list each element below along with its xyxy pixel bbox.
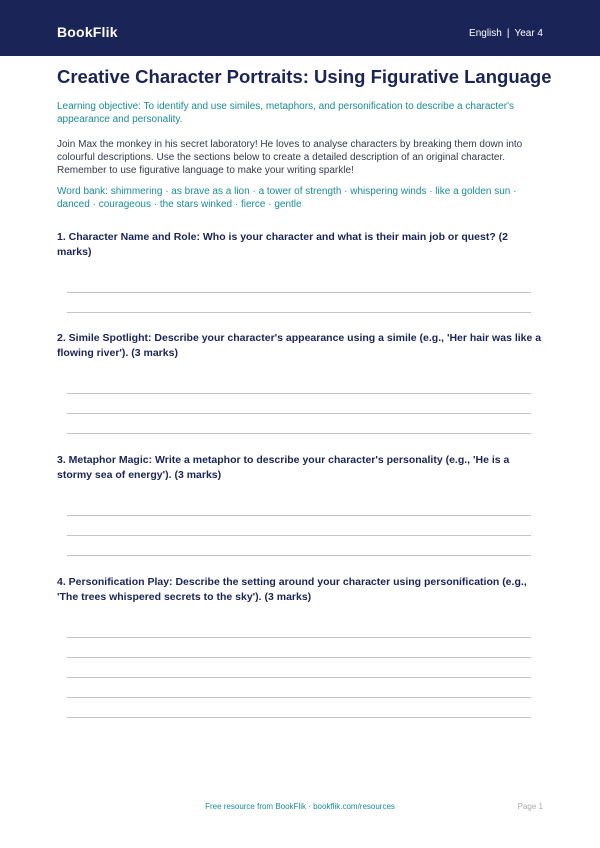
word-bank: Word bank: shimmering · as brave as a lion · a tower of strength · whispering winds · like a golden sun · danced · courageous · the stars winked · fierce · gentle <box>57 186 517 210</box>
page-title: Creative Character Portraits: Using Figurative Language <box>57 66 552 87</box>
brand-logo-text[interactable]: BookFlik <box>57 24 118 40</box>
learning-objective: Learning objective: To identify and use similes, metaphors, and personification to describe a character's appearance and personality. <box>57 101 514 125</box>
question-1: 1. Character Name and Role: Who is your character and what is their main job or quest? (2 marks) <box>57 231 509 258</box>
answer-line[interactable] <box>67 535 531 536</box>
answer-line[interactable] <box>67 433 531 434</box>
answer-line[interactable] <box>67 292 531 293</box>
answer-line[interactable] <box>67 697 531 698</box>
meta-separator: | <box>506 28 510 39</box>
header-bar <box>0 0 600 56</box>
answer-line[interactable] <box>67 515 531 516</box>
intro-paragraph: Join Max the monkey in his secret laboratory! He loves to analyse characters by breaking them down into colourful descriptions. Use the sections below to create a detailed description of an original character. Remember to use figurative language to make your writing sparkle! <box>57 139 523 176</box>
answer-line[interactable] <box>67 657 531 658</box>
answer-line[interactable] <box>67 312 531 313</box>
question-2: 2. Simile Spotlight: Describe your character's appearance using a simile (e.g., 'Her hair was like a flowing river'). (3 marks) <box>57 332 542 359</box>
answer-line[interactable] <box>67 677 531 678</box>
subject-label: English <box>469 28 502 39</box>
page-number: Page 1 <box>517 802 543 811</box>
answer-line[interactable] <box>67 637 531 638</box>
question-4: 4. Personification Play: Describe the setting around your character using personification (e.g., 'The trees whispered secrets to the sky'). (3 marks) <box>57 576 527 603</box>
year-label: Year 4 <box>514 28 543 39</box>
answer-line[interactable] <box>67 413 531 414</box>
answer-line[interactable] <box>67 555 531 556</box>
answer-line[interactable] <box>67 717 531 718</box>
footer-credit[interactable]: Free resource from BookFlik · bookflik.com/resources <box>205 802 395 811</box>
subject-year-label <box>469 28 543 39</box>
answer-line[interactable] <box>67 393 531 394</box>
question-3: 3. Metaphor Magic: Write a metaphor to describe your character's personality (e.g., 'He is a stormy sea of energy'). (3 marks) <box>57 454 510 481</box>
